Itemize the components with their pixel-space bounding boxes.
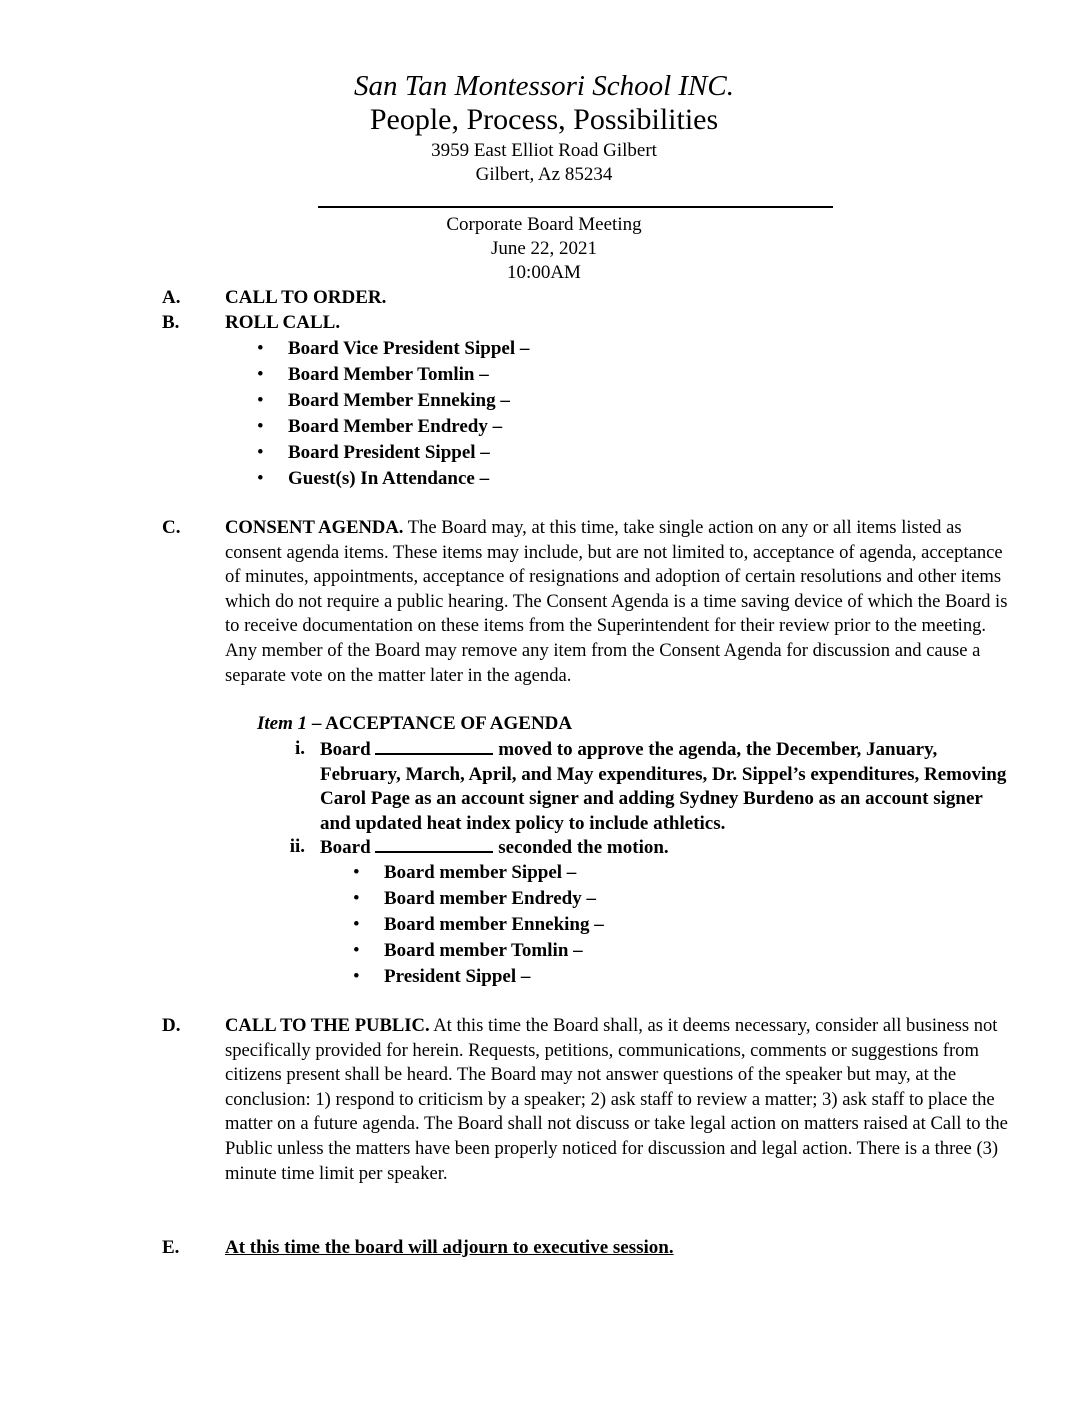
roll-call-item — [257, 440, 529, 466]
bullet-icon: • — [257, 338, 264, 359]
roll-call-item — [257, 388, 529, 414]
section-c-heading: CONSENT AGENDA. — [225, 517, 404, 538]
section-a-heading: CALL TO ORDER. — [225, 287, 387, 308]
section-b-heading: ROLL CALL. — [225, 312, 341, 333]
vote-list — [353, 860, 604, 990]
school-motto: People, Process, Possibilities — [369, 103, 719, 136]
bullet-icon: • — [257, 442, 264, 463]
section-b-letter: B. — [162, 312, 180, 333]
bullet-icon: • — [257, 364, 264, 385]
roll-call-label: Board Member Endredy – — [288, 416, 503, 437]
section-c-letter: C. — [162, 517, 181, 538]
motion-ii-prefix: Board — [320, 837, 376, 858]
bullet-icon: • — [257, 468, 264, 489]
vote-label: President Sippel – — [384, 966, 531, 987]
motion-ii — [289, 835, 1010, 861]
bullet-icon: • — [257, 390, 264, 411]
section-a-letter: A. — [162, 287, 181, 308]
meeting-title: Corporate Board Meeting — [446, 214, 642, 235]
roll-call-list — [257, 336, 530, 492]
bullet-icon: • — [353, 940, 360, 961]
school-name: San Tan Montessori School INC. — [354, 70, 734, 102]
item-1-heading — [257, 712, 572, 736]
address-line-1: 3959 East Elliot Road Gilbert — [431, 140, 657, 161]
bullet-icon: • — [353, 862, 360, 883]
vote-item — [353, 886, 604, 912]
vote-label: Board member Enneking – — [384, 914, 604, 935]
motion-i-blank — [375, 737, 493, 755]
section-e-letter: E. — [162, 1237, 180, 1258]
consent-agenda-text: The Board may, at this time, take single action on any or all items listed as consent agenda items. These items may include, but are not limited to, acceptance of agenda, acceptance of minutes, appointments, acceptance of resignations and adoption of certain resolutions and other items which do not require a public hearing. The Consent Agenda is a time saving device of which the Board is to receive documentation on these items from the Superintendent for their review prior to the meeting. Any member of the Board may remove any item from the Consent Agenda for discussion and cause a separate vote on the matter later in the agenda. — [225, 517, 1008, 686]
bullet-icon: • — [353, 914, 360, 935]
bullet-icon: • — [353, 888, 360, 909]
call-to-public-text: At this time the Board shall, as it deems necessary, consider all business not specifically provided for herein. Requests, petitions, communications, comments or suggestions from citizens present shall be heard. The Board may not answer questions of the speaker but may, at the conclusion: 1) respond to criticism by a speaker; 2) ask staff to review a matter; 3) ask staff to place the matter on a future agenda. The Board shall not discuss or take legal action on matters raised at Call to the Public unless the matters have been properly noticed for discussion and legal action. There is a three (3) minute time limit per speaker. — [225, 1015, 1008, 1184]
motion-ii-number: ii. — [289, 836, 305, 857]
meeting-date: June 22, 2021 — [490, 238, 598, 259]
motion-i-number: i. — [294, 738, 305, 759]
address-line-2: Gilbert, Az 85234 — [475, 164, 613, 185]
section-e-heading: At this time the board will adjourn to executive session. — [225, 1237, 674, 1258]
vote-label: Board member Sippel – — [384, 862, 577, 883]
item-1-title: – ACCEPTANCE OF AGENDA — [307, 713, 573, 734]
roll-call-label: Guest(s) In Attendance – — [288, 468, 490, 489]
vote-item — [353, 912, 604, 938]
call-to-public-paragraph — [225, 1014, 1015, 1186]
roll-call-item — [257, 362, 529, 388]
item-1-label: Item 1 — [257, 713, 308, 734]
bullet-icon: • — [353, 966, 360, 987]
vote-label: Board member Endredy – — [384, 888, 596, 909]
vote-item — [353, 860, 604, 886]
motion-ii-text: seconded the motion. — [493, 837, 669, 858]
meeting-time: 10:00AM — [507, 262, 581, 283]
roll-call-label: Board Vice President Sippel – — [288, 338, 530, 359]
roll-call-label: Board Member Tomlin – — [288, 364, 489, 385]
vote-label: Board member Tomlin – — [384, 940, 583, 961]
roll-call-item — [257, 414, 529, 440]
motion-ii-blank — [375, 835, 493, 853]
section-d-heading: CALL TO THE PUBLIC. — [225, 1015, 430, 1036]
vote-item — [353, 938, 604, 964]
bullet-icon: • — [257, 416, 264, 437]
motion-i — [294, 737, 1010, 836]
consent-agenda-paragraph — [225, 516, 1015, 688]
vote-item — [353, 964, 604, 990]
roll-call-item — [257, 336, 530, 362]
motion-i-prefix: Board — [320, 739, 376, 760]
roll-call-label: Board President Sippel – — [288, 442, 490, 463]
roll-call-label: Board Member Enneking – — [288, 390, 510, 411]
header-divider — [318, 206, 833, 208]
section-d-letter: D. — [162, 1015, 181, 1036]
roll-call-item — [257, 466, 529, 492]
motion-i-text: moved to approve the agenda, the December, January, February, March, April, and May expenditures, Dr. Sippel’s expenditures, Removing Carol Page as an account signer and adding Sydney Burdeno as an account signer and updated heat index policy to include athletics. — [320, 739, 1007, 834]
